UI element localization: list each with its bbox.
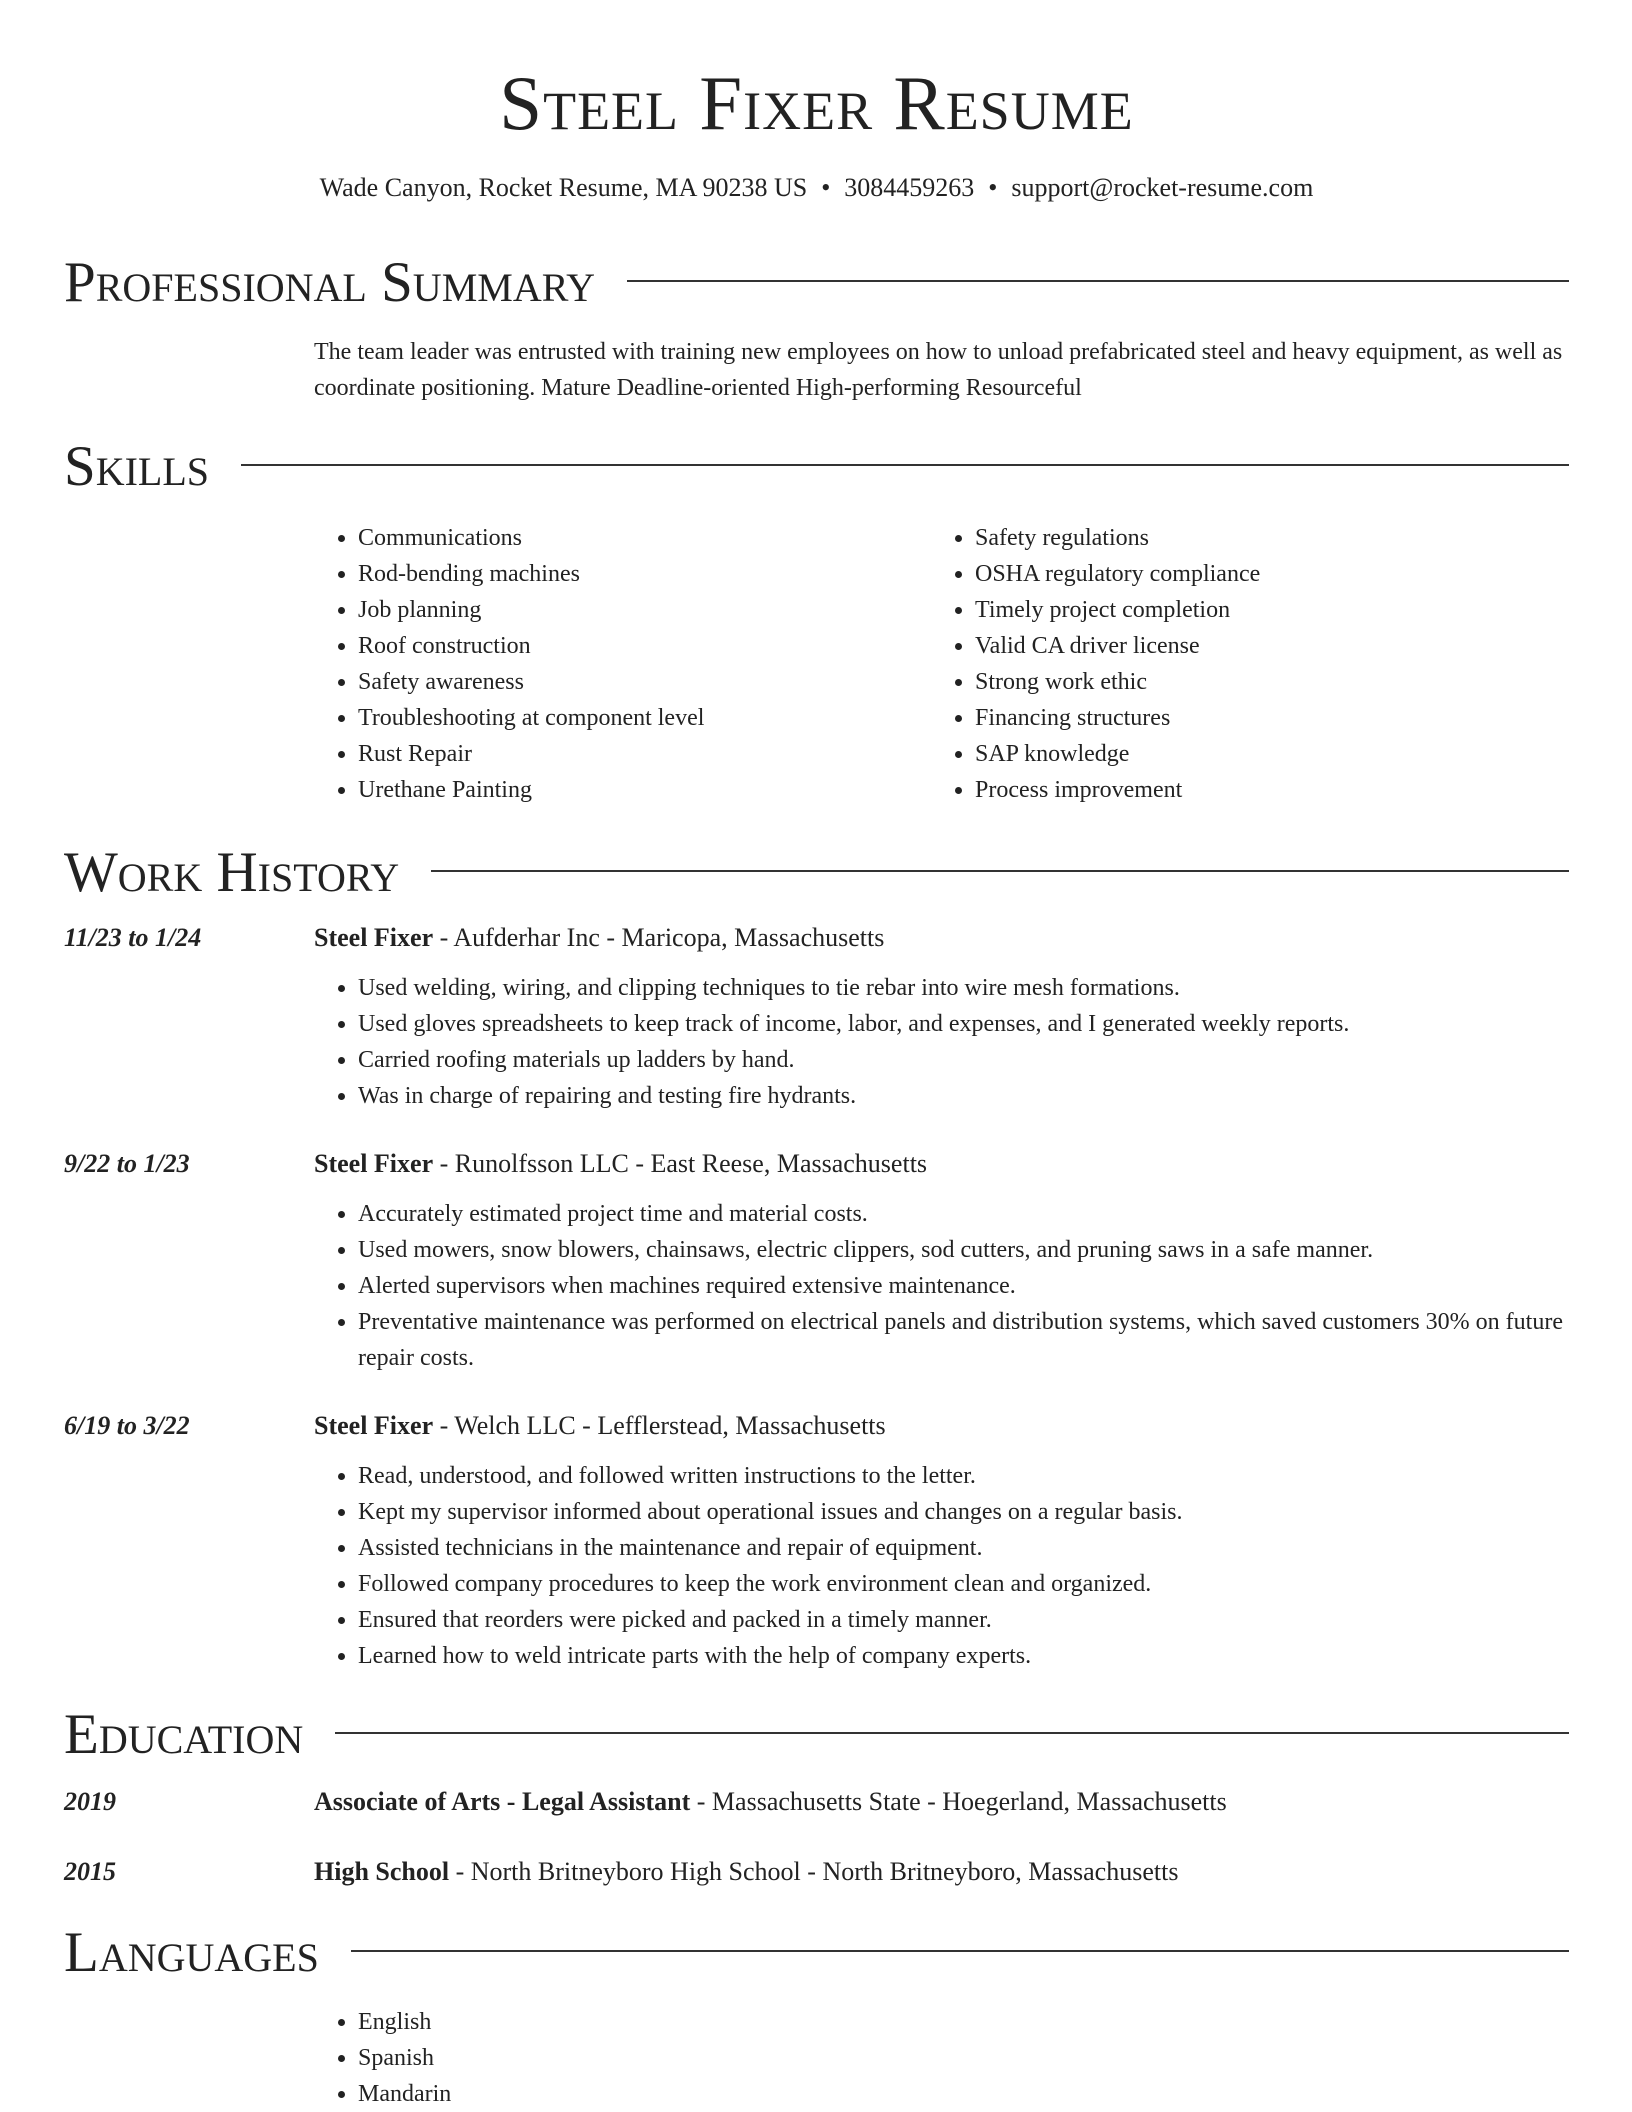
job-details: - Welch LLC - Lefflerstead, Massachusetts [433, 1411, 886, 1440]
skill-item: • OSHA regulatory compliance [975, 556, 1548, 592]
job-bullet: • Learned how to weld intricate parts with the help of company experts. [358, 1638, 1569, 1674]
education-year: 2015 [64, 1857, 116, 1886]
contact-separator: • [988, 173, 998, 202]
job-bullet: • Ensured that reorders were picked and packed in a timely manner. [358, 1602, 1569, 1638]
skills-list-left [314, 520, 931, 808]
languages-row [64, 2004, 1569, 2112]
job-bullet: • Preventative maintenance was performed on electrical panels and distribution systems, which saved customers 30% on future repair costs. [358, 1304, 1569, 1376]
job-heading [314, 1146, 1569, 1182]
language-item: • English [358, 2004, 1569, 2040]
section-title-summary: Professional Summary [64, 251, 596, 314]
contact-separator: • [821, 173, 831, 202]
skill-item: • SAP knowledge [975, 736, 1548, 772]
skills-list-right [931, 520, 1548, 808]
section-title-work: Work History [64, 841, 400, 904]
section-title-education: Education [64, 1703, 304, 1766]
job-body [314, 1146, 1569, 1376]
job-details: - Aufderhar Inc - Maricopa, Massachusetts [433, 923, 885, 952]
skill-item: • Timely project completion [975, 592, 1548, 628]
job-heading [314, 1408, 1569, 1444]
skill-item: • Communications [358, 520, 931, 556]
section-divider [351, 1950, 1569, 1952]
skill-item: • Safety regulations [975, 520, 1548, 556]
job-bullet: • Used welding, wiring, and clipping techniques to tie rebar into wire mesh formations. [358, 970, 1569, 1006]
job-details: - Runolfsson LLC - East Reese, Massachusetts [433, 1149, 928, 1178]
job-bullet: • Accurately estimated project time and material costs. [358, 1196, 1569, 1232]
section-divider [431, 870, 1569, 872]
resume-page [64, 0, 1569, 2112]
education-degree: Associate of Arts - Legal Assistant [314, 1787, 691, 1816]
skills-spacer [64, 520, 314, 808]
education-heading [314, 1854, 1569, 1890]
job-entry [64, 1408, 1569, 1674]
job-bullet: • Alerted supervisors when machines required extensive maintenance. [358, 1268, 1569, 1304]
skill-item: • Rod-bending machines [358, 556, 931, 592]
section-header-summary [64, 250, 1569, 316]
job-entry [64, 920, 1569, 1114]
skill-item: • Roof construction [358, 628, 931, 664]
skill-item: • Valid CA driver license [975, 628, 1548, 664]
job-bullets [314, 1458, 1569, 1674]
job-bullets [314, 970, 1569, 1114]
job-bullet: • Read, understood, and followed written instructions to the letter. [358, 1458, 1569, 1494]
education-details: - Massachusetts State - Hoegerland, Massachusetts [690, 1787, 1227, 1816]
skill-item: • Safety awareness [358, 664, 931, 700]
contact-address: Wade Canyon, Rocket Resume, MA 90238 US [319, 173, 808, 202]
skills-columns [314, 520, 1569, 808]
job-dates: 11/23 to 1/24 [64, 923, 202, 952]
job-title: Steel Fixer [314, 1149, 434, 1178]
job-body [314, 920, 1569, 1114]
summary-spacer [64, 334, 314, 406]
job-bullet: • Assisted technicians in the maintenance and repair of equipment. [358, 1530, 1569, 1566]
section-header-education [64, 1702, 1569, 1768]
education-heading [314, 1784, 1569, 1820]
skills-row [64, 520, 1569, 808]
job-bullet: • Carried roofing materials up ladders by hand. [358, 1042, 1569, 1078]
skill-item: • Process improvement [975, 772, 1548, 808]
contact-line [64, 172, 1569, 204]
skill-item: • Urethane Painting [358, 772, 931, 808]
section-header-languages [64, 1920, 1569, 1986]
job-bullet: • Followed company procedures to keep the work environment clean and organized. [358, 1566, 1569, 1602]
section-header-work [64, 840, 1569, 906]
job-dates: 6/19 to 3/22 [64, 1411, 190, 1440]
section-header-skills [64, 434, 1569, 500]
education-entry [64, 1784, 1569, 1820]
education-year: 2019 [64, 1787, 116, 1816]
education-entry [64, 1854, 1569, 1890]
job-bullet: • Used mowers, snow blowers, chainsaws, electric clippers, sod cutters, and pruning saws in a safe manner. [358, 1232, 1569, 1268]
contact-email: support@rocket-resume.com [1011, 173, 1314, 202]
languages-body [314, 2004, 1569, 2112]
section-title-skills: Skills [64, 435, 210, 498]
language-item: • Mandarin [358, 2076, 1569, 2112]
contact-phone: 3084459263 [844, 173, 975, 202]
skill-item: • Troubleshooting at component level [358, 700, 931, 736]
job-dates: 9/22 to 1/23 [64, 1149, 190, 1178]
skill-item: • Job planning [358, 592, 931, 628]
skill-item: • Financing structures [975, 700, 1548, 736]
summary-row [64, 334, 1569, 406]
section-title-languages: Languages [64, 1921, 319, 1984]
section-divider [335, 1732, 1569, 1734]
education-degree: High School [314, 1857, 450, 1886]
section-divider [627, 280, 1569, 282]
job-bullet: • Kept my supervisor informed about operational issues and changes on a regular basis. [358, 1494, 1569, 1530]
job-heading [314, 920, 1569, 956]
job-bullet: • Used gloves spreadsheets to keep track of income, labor, and expenses, and I generated weekly reports. [358, 1006, 1569, 1042]
job-bullets [314, 1196, 1569, 1376]
job-body [314, 1408, 1569, 1674]
job-bullet: • Was in charge of repairing and testing fire hydrants. [358, 1078, 1569, 1114]
job-title: Steel Fixer [314, 1411, 434, 1440]
summary-text: The team leader was entrusted with training new employees on how to unload prefabricated steel and heavy equipment, as well as coordinate positioning. Mature Deadline-oriented High-performing Resourceful [314, 339, 1563, 401]
skill-item: • Rust Repair [358, 736, 931, 772]
languages-spacer [64, 2004, 314, 2112]
section-divider [241, 464, 1569, 466]
resume-title: Steel Fixer Resume [499, 60, 1134, 146]
language-item: • Spanish [358, 2040, 1569, 2076]
job-entry [64, 1146, 1569, 1376]
job-title: Steel Fixer [314, 923, 434, 952]
education-details: - North Britneyboro High School - North Britneyboro, Massachusetts [449, 1857, 1179, 1886]
skill-item: • Strong work ethic [975, 664, 1548, 700]
languages-list [314, 2004, 1569, 2112]
